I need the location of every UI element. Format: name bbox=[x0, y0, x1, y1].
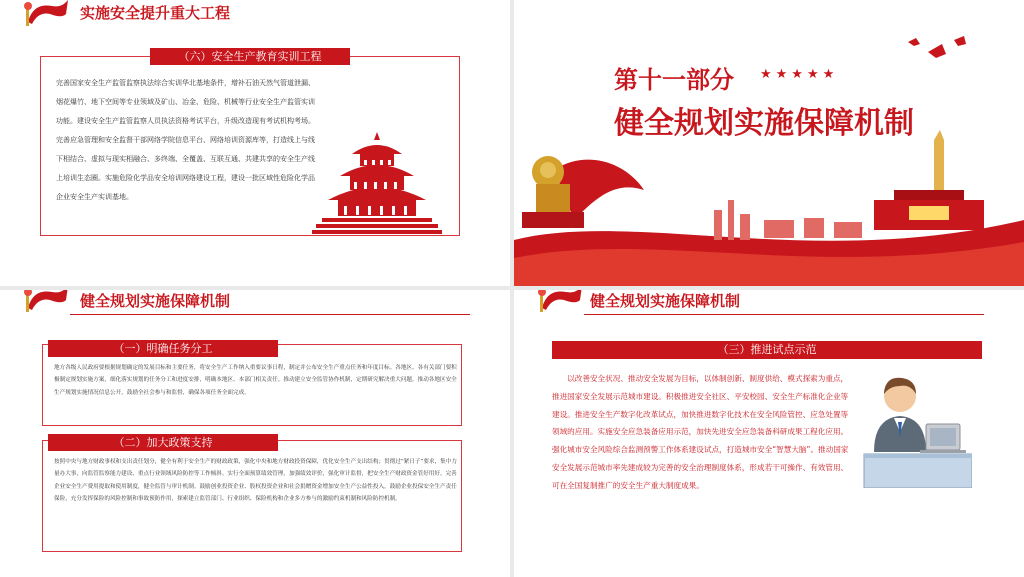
header-divider bbox=[584, 314, 984, 315]
cover-title: 健全规划实施保障机制 bbox=[614, 106, 914, 141]
header-divider bbox=[70, 314, 470, 315]
section-title: （三）推进试点示范 bbox=[552, 341, 982, 359]
slide-header bbox=[0, 0, 510, 40]
flag-emblem-icon bbox=[22, 290, 68, 314]
star-row-icon: ★★★★★ bbox=[760, 67, 839, 82]
section-title-1: （一）明确任务分工 bbox=[48, 340, 278, 357]
page-title: 实施安全提升重大工程 bbox=[80, 4, 231, 22]
slide-safety-training[interactable] bbox=[0, 0, 510, 286]
slide-header bbox=[514, 290, 1024, 330]
stone-lion-icon bbox=[518, 150, 588, 230]
section-paragraph-2: 按照中央与地方财政事权和支出责任划分，健全有利于安全生产的财政政策，强化中央和地方财政投资保障，优化安全生产支出结构；贯彻过“紧日子”要求，集中力量办大事，向监管监察能力建设、重点行业领域风险防控等工作倾斜。实行全面预算绩效管理，加强绩效评价，强化审计监督，把安全生产财政资金管好用好。完善企业安全生产费用提取和使用制度，健全监管与审计机制。鼓励创业投资企业、股权投资企业和社会捐赠资金增加安全生产公益性投入。鼓励企业投保安全生产责任保险，充分发挥保险的风险控制和事故预防作用，探索建立监管部门、行业组织、保险机构和企业多方参与的激励约束机制和风险防控机制。 bbox=[54, 459, 457, 503]
temple-of-heaven-icon bbox=[312, 130, 442, 234]
flying-doves-icon bbox=[906, 34, 968, 68]
section-paragraph: 以改善安全状况、推动安全发展为目标，以体制创新、制度供给、模式探索为重点，推进国家安全发展示范城市建设。积极推进安全社区、平安校园、安全生产标准化企业等建设。推进安全生产数字化改革试点，加快推进数字化技术在安全风险管控、应急处置等领域的应用。实施安全应急装备应用示范，加快先进安全应急装备科研成果工程化应用。强化城市安全风险综合监测预警工作体系建设试点，打造城市安全“智慧大脑”。推动国家安全发展示范城市率先建成较为完善的安全治理制度体系，形成若干可操作、有效管用、可在全国复制推广的安全生产重大制度成果。 bbox=[552, 374, 849, 490]
page-title: 健全规划实施保障机制 bbox=[80, 292, 231, 310]
slide-guarantee-mechanism-3[interactable] bbox=[514, 290, 1024, 577]
flag-emblem-icon bbox=[536, 290, 582, 314]
red-ribbon-illustration bbox=[514, 130, 1024, 286]
part-label: 第十一部分 bbox=[614, 66, 734, 94]
section-title-2: （二）加大政策支持 bbox=[48, 434, 278, 451]
businessman-at-desk-icon bbox=[860, 372, 972, 488]
slide-guarantee-mechanism-1[interactable] bbox=[0, 290, 510, 577]
section-title: （六）安全生产教育实训工程 bbox=[150, 48, 350, 65]
section-paragraph-1: 地方各级人民政府要根据规划确定的发展目标和主要任务，将安全生产工作纳入重要议事日程，制定并公布安全生产重点任务和年度目标。各地区、各有关部门要积极制定规划实施方案，细化落实规划的任务分工和进度安排，明确本地区、本部门相关责任。推动建立安全监管协作机制，定期研究解决重大问题。推动各地区安全生产规划实施情况信息公开，鼓励全社会参与和监督，确保各项任务全面完成。 bbox=[54, 365, 457, 396]
section-paragraph: 完善国家安全生产监管监察执法综合实训华北基地条件，增补石油天然气管道泄漏、烟花爆竹、地下空间等专业领域及矿山、冶金、危险、机械等行业安全生产监管实训功能。建设安全生产监管监察人员执法资格考试平台，升级改造现有考试机构考场。完善应急管理和安全监督干部网络学院信息平台、网络培训资源库等，打造线上与线下相结合、虚拟与现实相融合、多终端、全覆盖、互联互通、共建共享的安全生产线上培训生态圈。实施危险化学品安全培训网络建设工程，建设一批区域性危险化学品企业安全生产实训基地。 bbox=[56, 79, 315, 201]
slide-part-eleven-cover[interactable] bbox=[514, 0, 1024, 286]
flag-emblem-icon bbox=[22, 0, 68, 28]
page-title: 健全规划实施保障机制 bbox=[590, 292, 741, 310]
slide-header bbox=[0, 290, 510, 330]
